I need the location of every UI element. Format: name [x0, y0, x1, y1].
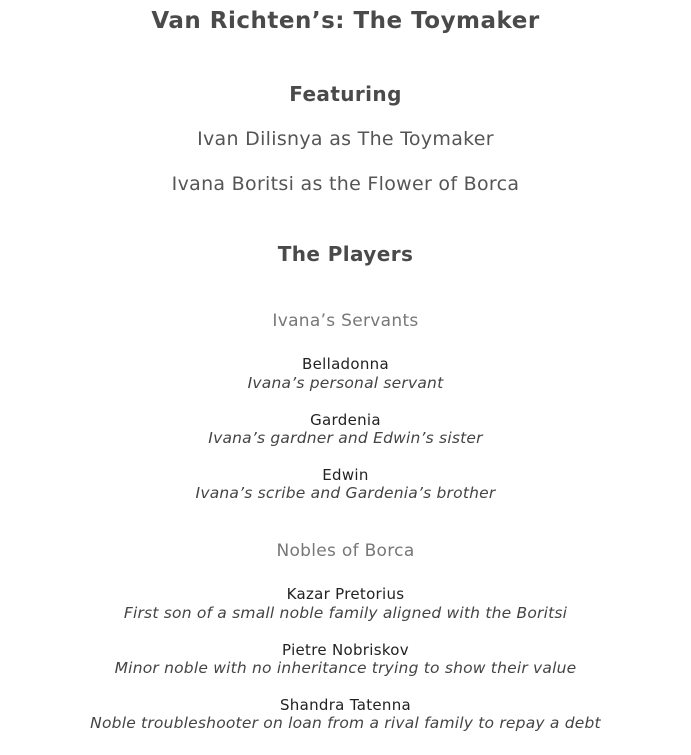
- document-title: Van Richten’s: The Toymaker: [151, 8, 540, 34]
- group-heading-servants: Ivana’s Servants: [272, 311, 419, 331]
- cast-name: Shandra Tatenna: [279, 696, 412, 714]
- cast-description: First son of a small noble family aligned with the Boritsi: [123, 604, 568, 622]
- group-heading-nobles: Nobles of Borca: [276, 541, 415, 561]
- cast-description: Ivana’s scribe and Gardenia’s brother: [195, 484, 496, 502]
- players-heading: The Players: [277, 242, 414, 266]
- featuring-line: Ivan Dilisnya as The Toymaker: [197, 128, 494, 150]
- featuring-line: Ivana Boritsi as the Flower of Borca: [171, 173, 520, 195]
- cast-name: Belladonna: [302, 355, 389, 373]
- cast-name: Kazar Pretorius: [286, 585, 405, 603]
- cast-description: Ivana’s personal servant: [247, 374, 444, 392]
- cast-name: Pietre Nobriskov: [282, 641, 409, 659]
- cast-name: Edwin: [322, 466, 369, 484]
- featuring-heading: Featuring: [289, 82, 402, 106]
- cast-description: Minor noble with no inheritance trying to show their value: [114, 659, 577, 677]
- cast-description: Ivana’s gardner and Edwin’s sister: [208, 429, 483, 447]
- cast-name: Gardenia: [310, 411, 381, 429]
- cast-description: Noble troubleshooter on loan from a rival family to repay a debt: [90, 714, 601, 732]
